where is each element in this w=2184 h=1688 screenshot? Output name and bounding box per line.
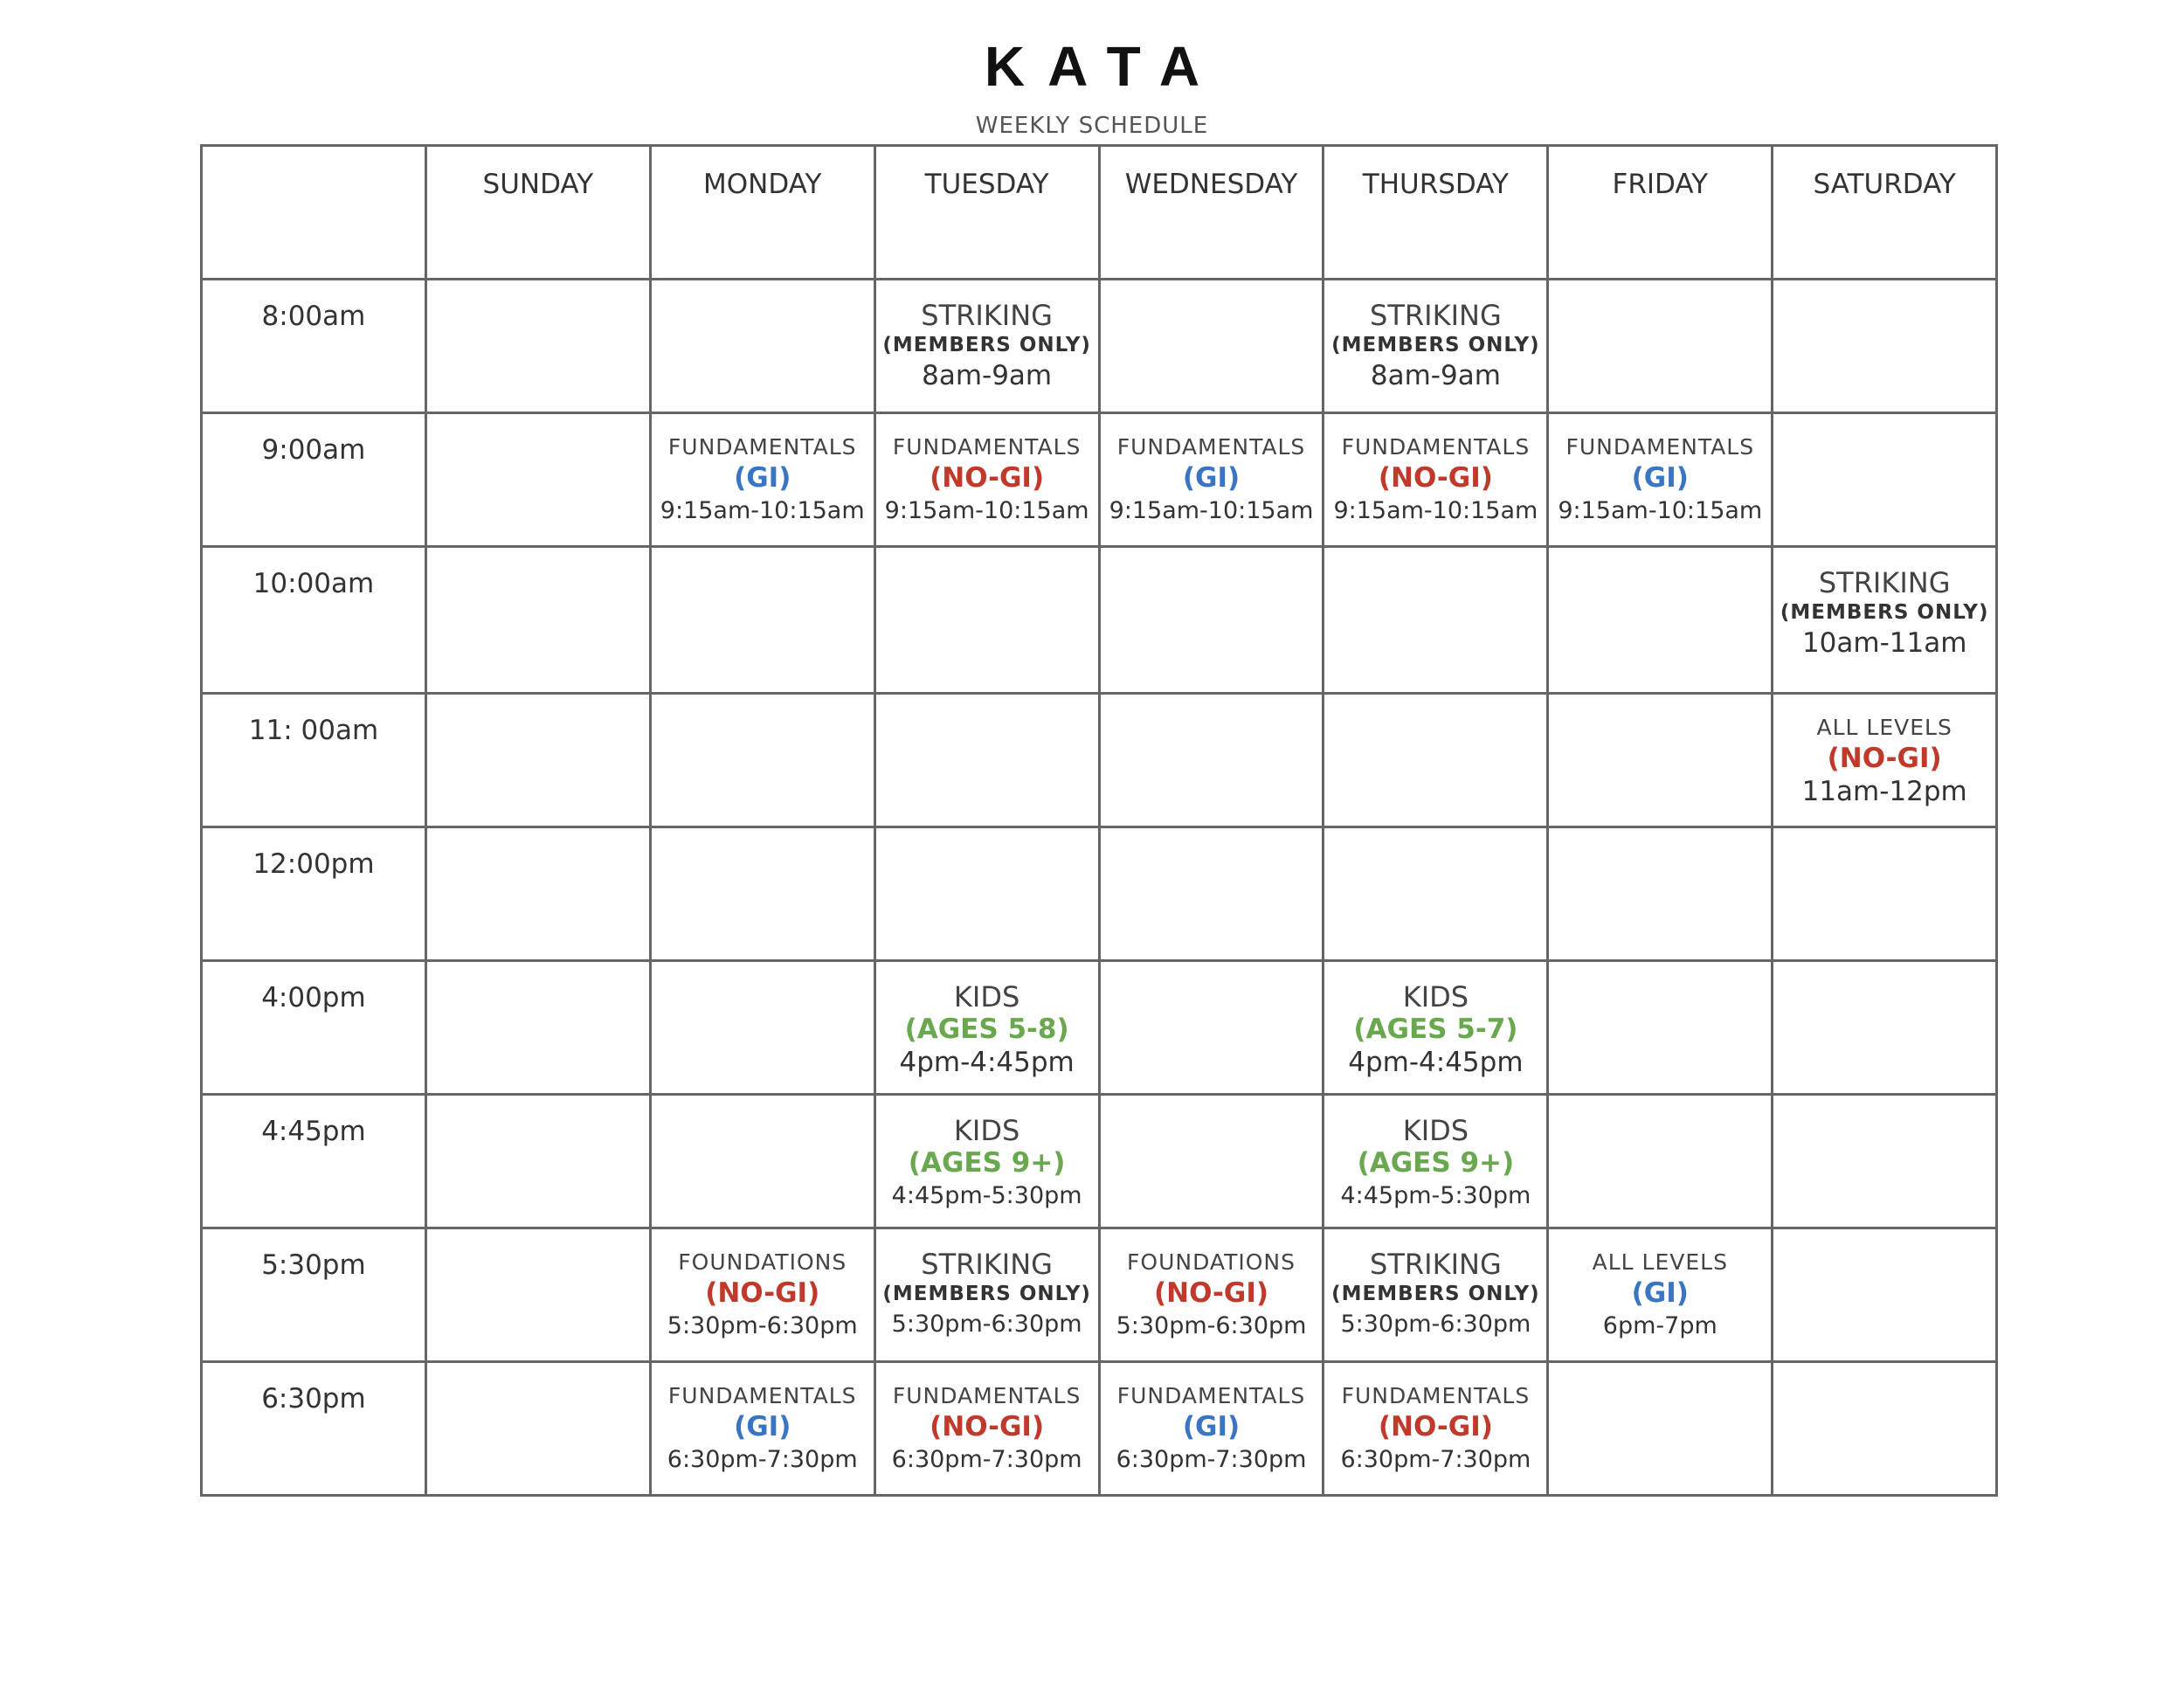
class-cell-thu-1830 bbox=[1324, 1362, 1548, 1496]
class-cell-tue-0900 bbox=[874, 413, 1099, 547]
class-hours: 9:15am-10:15am bbox=[1109, 497, 1314, 524]
class-hours: 4pm-4:45pm bbox=[1348, 1047, 1524, 1078]
class-cell-tue-1600 bbox=[874, 961, 1099, 1095]
page-title: KATA bbox=[984, 35, 1223, 98]
time-label: 11: 00am bbox=[248, 715, 379, 746]
class-name: FUNDAMENTALS bbox=[892, 434, 1082, 460]
empty-cell bbox=[1099, 280, 1324, 413]
class-hours: 5:30pm-6:30pm bbox=[1116, 1312, 1307, 1339]
class-tag: (AGES 5-7) bbox=[1353, 1013, 1518, 1045]
class-cell-wed-0900 bbox=[1099, 413, 1324, 547]
time-cell bbox=[202, 280, 426, 413]
class-cell-tue-1830 bbox=[874, 1362, 1099, 1496]
empty-cell bbox=[425, 827, 650, 961]
class-hours: 4:45pm-5:30pm bbox=[1340, 1182, 1531, 1209]
class-hours: 9:15am-10:15am bbox=[1558, 497, 1763, 524]
class-cell-mon-0900 bbox=[650, 413, 874, 547]
class-hours: 5:30pm-6:30pm bbox=[667, 1312, 858, 1339]
empty-cell bbox=[1548, 547, 1773, 694]
time-cell bbox=[202, 1362, 426, 1496]
empty-cell bbox=[1548, 694, 1773, 827]
class-cell-wed-1730 bbox=[1099, 1228, 1324, 1362]
class-hours: 8am-9am bbox=[922, 360, 1053, 391]
class-name: FUNDAMENTALS bbox=[667, 434, 857, 460]
class-name: KIDS bbox=[953, 980, 1020, 1013]
empty-cell bbox=[425, 694, 650, 827]
class-name: FUNDAMENTALS bbox=[1341, 1383, 1531, 1408]
empty-cell bbox=[650, 1095, 874, 1228]
empty-cell bbox=[874, 547, 1099, 694]
class-tag: (NO-GI) bbox=[1378, 462, 1493, 494]
empty-cell bbox=[650, 694, 874, 827]
class-tag: (GI) bbox=[734, 1411, 791, 1442]
class-tag: (NO-GI) bbox=[1378, 1411, 1493, 1442]
empty-cell bbox=[425, 280, 650, 413]
empty-cell bbox=[1773, 961, 1997, 1095]
time-row-1100 bbox=[202, 694, 1997, 827]
time-label: 9:00am bbox=[261, 434, 366, 466]
time-label: 8:00am bbox=[261, 301, 366, 332]
class-cell-sat-1000 bbox=[1773, 547, 1997, 694]
class-tag: (GI) bbox=[1631, 1277, 1689, 1309]
class-tag: (MEMBERS ONLY) bbox=[1780, 601, 1989, 624]
class-name: FOUNDATIONS bbox=[1127, 1249, 1296, 1275]
class-name: FUNDAMENTALS bbox=[1341, 434, 1531, 460]
time-row-1600 bbox=[202, 961, 1997, 1095]
empty-cell bbox=[650, 961, 874, 1095]
empty-cell bbox=[425, 961, 650, 1095]
class-cell-thu-0800 bbox=[1324, 280, 1548, 413]
empty-cell bbox=[650, 827, 874, 961]
empty-cell bbox=[425, 1228, 650, 1362]
class-tag: (GI) bbox=[1182, 1411, 1241, 1442]
class-hours: 9:15am-10:15am bbox=[884, 497, 1089, 524]
empty-cell bbox=[1324, 827, 1548, 961]
time-row-0900 bbox=[202, 413, 1997, 547]
time-cell bbox=[202, 827, 426, 961]
class-tag: (AGES 5-8) bbox=[904, 1013, 1069, 1045]
time-cell bbox=[202, 413, 426, 547]
empty-cell bbox=[1324, 547, 1548, 694]
time-row-1730 bbox=[202, 1228, 1997, 1362]
empty-cell bbox=[1773, 827, 1997, 961]
empty-cell bbox=[1099, 827, 1324, 961]
class-name: FUNDAMENTALS bbox=[1565, 434, 1755, 460]
class-name: STRIKING bbox=[1370, 1248, 1502, 1281]
empty-cell bbox=[874, 827, 1099, 961]
time-label: 4:45pm bbox=[261, 1116, 366, 1147]
time-label: 12:00pm bbox=[252, 848, 375, 880]
class-hours: 11am-12pm bbox=[1801, 776, 1967, 807]
empty-cell bbox=[874, 694, 1099, 827]
class-hours: 8am-9am bbox=[1370, 360, 1501, 391]
time-cell bbox=[202, 1095, 426, 1228]
empty-cell bbox=[1773, 413, 1997, 547]
empty-cell bbox=[650, 280, 874, 413]
corner-cell bbox=[202, 146, 426, 280]
class-hours: 9:15am-10:15am bbox=[1333, 497, 1538, 524]
class-name: FOUNDATIONS bbox=[678, 1249, 847, 1275]
class-hours: 4:45pm-5:30pm bbox=[891, 1182, 1082, 1209]
class-name: ALL LEVELS bbox=[1816, 715, 1952, 740]
class-cell-mon-1830 bbox=[650, 1362, 874, 1496]
class-name: FUNDAMENTALS bbox=[667, 1383, 857, 1408]
time-label: 5:30pm bbox=[261, 1249, 366, 1281]
class-tag: (NO-GI) bbox=[705, 1277, 820, 1309]
time-row-1645 bbox=[202, 1095, 1997, 1228]
class-hours: 5:30pm-6:30pm bbox=[891, 1311, 1082, 1338]
empty-cell bbox=[1773, 1362, 1997, 1496]
class-hours: 9:15am-10:15am bbox=[660, 497, 865, 524]
class-tag: (NO-GI) bbox=[930, 1411, 1045, 1442]
class-name: ALL LEVELS bbox=[1592, 1249, 1728, 1275]
class-hours: 6pm-7pm bbox=[1602, 1312, 1717, 1339]
class-cell-thu-0900 bbox=[1324, 413, 1548, 547]
empty-cell bbox=[1099, 1095, 1324, 1228]
class-tag: (MEMBERS ONLY) bbox=[1331, 1283, 1540, 1305]
empty-cell bbox=[1548, 1362, 1773, 1496]
empty-cell bbox=[1548, 961, 1773, 1095]
day-header-sunday: SUNDAY bbox=[425, 146, 650, 280]
class-name: STRIKING bbox=[1818, 566, 1951, 599]
empty-cell bbox=[1099, 547, 1324, 694]
time-cell bbox=[202, 694, 426, 827]
class-tag: (NO-GI) bbox=[1827, 743, 1942, 774]
class-tag: (MEMBERS ONLY) bbox=[882, 1283, 1091, 1305]
time-label: 10:00am bbox=[252, 568, 375, 599]
class-cell-tue-1730 bbox=[874, 1228, 1099, 1362]
empty-cell bbox=[1548, 280, 1773, 413]
class-name: KIDS bbox=[1402, 1114, 1469, 1147]
class-cell-tue-1645 bbox=[874, 1095, 1099, 1228]
class-name: KIDS bbox=[953, 1114, 1020, 1147]
class-hours: 5:30pm-6:30pm bbox=[1340, 1311, 1531, 1338]
day-header-monday: MONDAY bbox=[650, 146, 874, 280]
class-hours: 6:30pm-7:30pm bbox=[1116, 1446, 1307, 1473]
class-name: FUNDAMENTALS bbox=[1116, 1383, 1306, 1408]
day-header-tuesday: TUESDAY bbox=[874, 146, 1099, 280]
time-cell bbox=[202, 547, 426, 694]
time-label: 6:30pm bbox=[261, 1383, 366, 1415]
empty-cell bbox=[1548, 1095, 1773, 1228]
day-header-friday: FRIDAY bbox=[1548, 146, 1773, 280]
empty-cell bbox=[1773, 1095, 1997, 1228]
class-tag: (AGES 9+) bbox=[1357, 1147, 1515, 1179]
class-hours: 6:30pm-7:30pm bbox=[891, 1446, 1082, 1473]
empty-cell bbox=[1773, 1228, 1997, 1362]
class-name: KIDS bbox=[1402, 980, 1469, 1013]
time-row-1830 bbox=[202, 1362, 1997, 1496]
class-name: FUNDAMENTALS bbox=[892, 1383, 1082, 1408]
class-hours: 6:30pm-7:30pm bbox=[1340, 1446, 1531, 1473]
empty-cell bbox=[1773, 280, 1997, 413]
empty-cell bbox=[425, 547, 650, 694]
time-row-0800 bbox=[202, 280, 1997, 413]
empty-cell bbox=[650, 547, 874, 694]
class-name: STRIKING bbox=[921, 1248, 1053, 1281]
class-cell-thu-1600 bbox=[1324, 961, 1548, 1095]
empty-cell bbox=[1099, 961, 1324, 1095]
class-tag: (MEMBERS ONLY) bbox=[1331, 334, 1540, 356]
day-header-thursday: THURSDAY bbox=[1324, 146, 1548, 280]
class-cell-wed-1830 bbox=[1099, 1362, 1324, 1496]
class-cell-thu-1645 bbox=[1324, 1095, 1548, 1228]
class-name: FUNDAMENTALS bbox=[1116, 434, 1306, 460]
class-name: STRIKING bbox=[921, 299, 1053, 332]
day-header-saturday: SATURDAY bbox=[1773, 146, 1997, 280]
empty-cell bbox=[425, 413, 650, 547]
empty-cell bbox=[1099, 694, 1324, 827]
class-hours: 4pm-4:45pm bbox=[899, 1047, 1075, 1078]
empty-cell bbox=[425, 1095, 650, 1228]
weekly-schedule-table bbox=[200, 144, 1998, 1497]
time-cell bbox=[202, 961, 426, 1095]
day-header-row bbox=[202, 146, 1997, 280]
empty-cell bbox=[1548, 827, 1773, 961]
class-cell-tue-0800 bbox=[874, 280, 1099, 413]
class-tag: (NO-GI) bbox=[930, 462, 1045, 494]
time-label: 4:00pm bbox=[261, 982, 366, 1013]
class-tag: (MEMBERS ONLY) bbox=[882, 334, 1091, 356]
class-tag: (GI) bbox=[1182, 462, 1241, 494]
class-cell-fri-0900 bbox=[1548, 413, 1773, 547]
class-cell-fri-1730 bbox=[1548, 1228, 1773, 1362]
class-cell-thu-1730 bbox=[1324, 1228, 1548, 1362]
empty-cell bbox=[1324, 694, 1548, 827]
page-subtitle: WEEKLY SCHEDULE bbox=[975, 113, 1209, 139]
class-hours: 10am-11am bbox=[1801, 627, 1967, 659]
empty-cell bbox=[425, 1362, 650, 1496]
class-tag: (AGES 9+) bbox=[908, 1147, 1066, 1179]
time-row-1000 bbox=[202, 547, 1997, 694]
class-cell-sat-1100 bbox=[1773, 694, 1997, 827]
day-header-wednesday: WEDNESDAY bbox=[1099, 146, 1324, 280]
time-cell bbox=[202, 1228, 426, 1362]
time-row-1200 bbox=[202, 827, 1997, 961]
class-tag: (GI) bbox=[1631, 462, 1689, 494]
class-name: STRIKING bbox=[1370, 299, 1502, 332]
class-tag: (GI) bbox=[734, 462, 791, 494]
class-cell-mon-1730 bbox=[650, 1228, 874, 1362]
class-tag: (NO-GI) bbox=[1153, 1277, 1269, 1309]
class-hours: 6:30pm-7:30pm bbox=[667, 1446, 858, 1473]
